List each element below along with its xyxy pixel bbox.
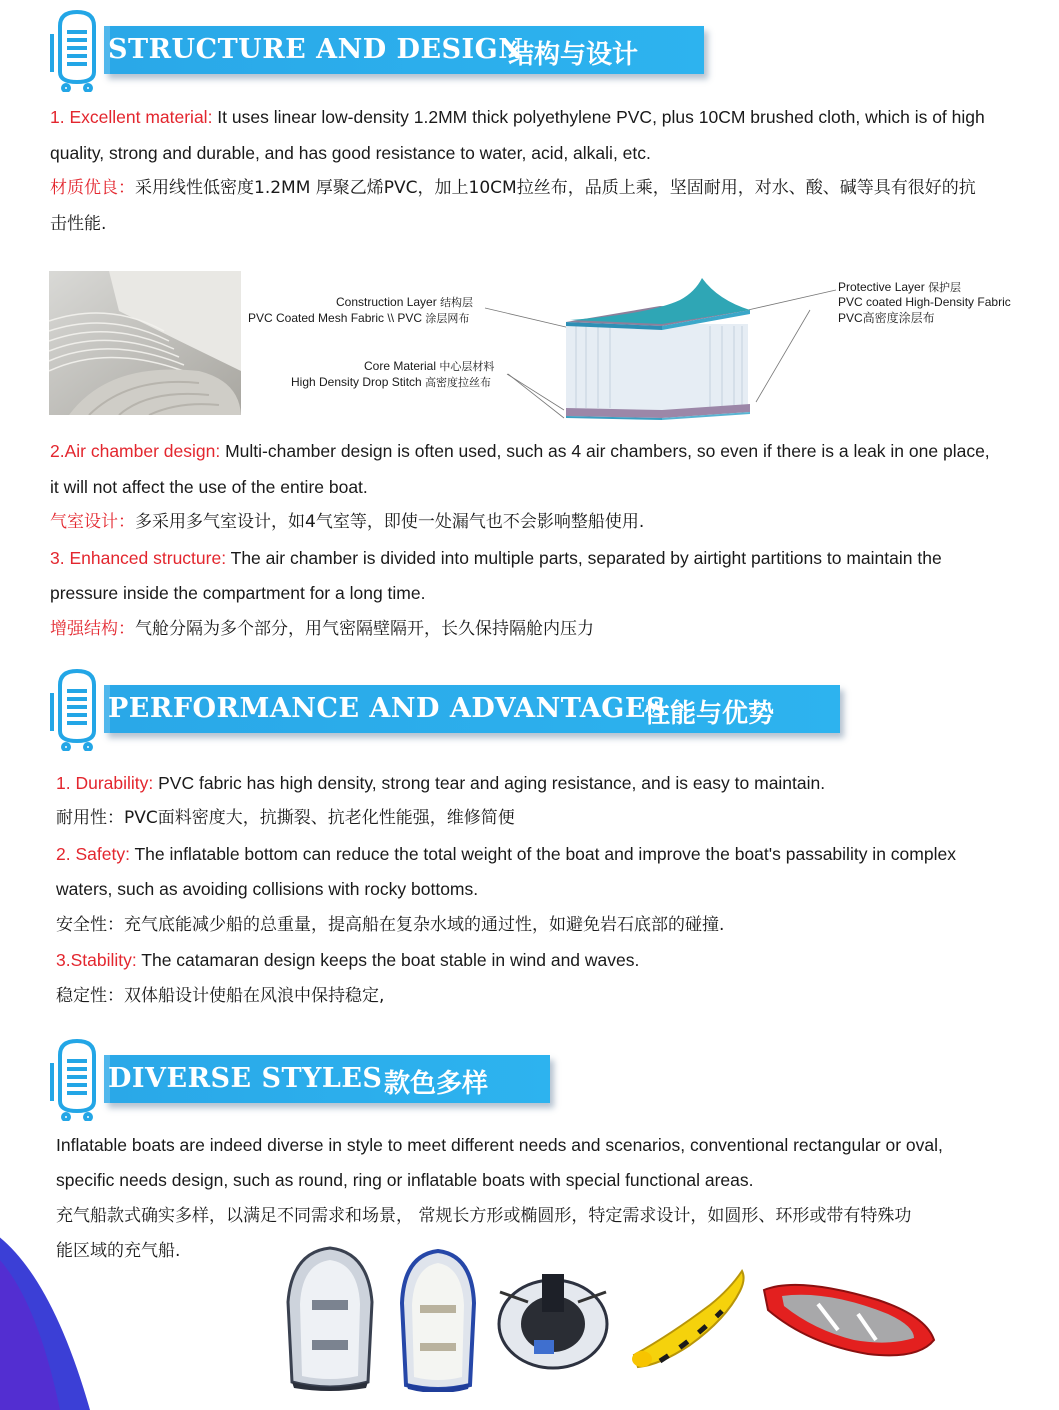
air-chamber-line-2: it will not affect the use of the entire boat.: [50, 477, 368, 497]
highlight-label: 材质优良：: [50, 178, 135, 198]
material-cn-line-1: 材质优良：采用线性低密度1.2MM 厚聚乙烯PVC，加上10CM拉丝布，品质上乘，坚固耐用，对水、酸、碱等具有很好的抗: [50, 178, 976, 198]
core-material-label: Core Material 中心层材料: [364, 359, 495, 373]
section-title: PERFORMANCE AND ADVANTAGES: [108, 693, 666, 724]
highlight-label: 3.Stability:: [56, 950, 137, 970]
air-chamber-line-1: 2.Air chamber design: Multi-chamber design is often used, such as 4 air chambers, so even if there is a leak in one place,: [50, 441, 990, 461]
section-title: DIVERSE STYLES: [108, 1063, 383, 1094]
protective-layer-label: Protective Layer 保护层: [838, 280, 962, 294]
boat-image-white-blue: [398, 1247, 478, 1392]
boat-image-grey-rib: [282, 1242, 378, 1392]
highlight-label: 2. Safety:: [56, 844, 130, 864]
enhanced-line-2: pressure inside the compartment for a long time.: [50, 583, 426, 603]
boat-icon: [46, 1033, 116, 1121]
safety-cn: 安全性：充气底能减少船的总重量，提高船在复杂水域的通过性，如避免岩石底部的碰撞.: [56, 915, 725, 935]
highlight-label: 3. Enhanced structure:: [50, 548, 227, 568]
highlight-label: 增强结构：: [50, 619, 135, 639]
boat-image-red-rib: [758, 1270, 938, 1362]
safety-line-2: waters, such as avoiding collisions with rocky bottoms.: [56, 879, 479, 899]
enhanced-line-1: 3. Enhanced structure: The air chamber is divided into multiple parts, separated by airtight partitions to maintain the: [50, 548, 942, 568]
enhanced-cn: 增强结构：气舱分隔为多个部分，用气密隔壁隔开，长久保持隔舱内压力: [50, 619, 594, 639]
highlight-label: 1. Durability:: [56, 773, 154, 793]
section-title-cn: 款色多样: [384, 1069, 489, 1099]
protective-layer-sub2: PVC高密度涂层布: [838, 311, 935, 325]
section-banner-styles: [46, 1055, 516, 1105]
construction-layer-label: Construction Layer 结构层: [336, 295, 474, 309]
core-material-sub: High Density Drop Stitch 高密度拉丝布: [291, 375, 492, 389]
fabric-photo: [49, 271, 241, 415]
air-chamber-cn: 气室设计：多采用多气室设计，如4气室等，即使一处漏气也不会影响整船使用.: [50, 512, 645, 532]
material-line-2: quality, strong and durable, and has good resistance to water, acid, alkali, etc.: [50, 143, 651, 163]
boat-icon: [46, 4, 116, 92]
boat-image-round-float: [494, 1262, 612, 1374]
safety-line-1: 2. Safety: The inflatable bottom can reduce the total weight of the boat and improve the boat's passability in complex: [56, 844, 956, 864]
construction-layer-sub: PVC Coated Mesh Fabric \\ PVC 涂层网布: [248, 311, 470, 325]
styles-cn-line-2: 能区域的充气船.: [56, 1241, 181, 1261]
stability-line: 3.Stability: The catamaran design keeps the boat stable in wind and waves.: [56, 950, 640, 970]
boat-icon: [46, 663, 116, 751]
section-banner-structure: [46, 26, 666, 76]
drop-stitch-diagram: [480, 270, 840, 430]
section-banner-performance: [46, 685, 806, 735]
highlight-label: 1. Excellent material:: [50, 107, 213, 127]
material-line-1: 1. Excellent material: It uses linear low-density 1.2MM thick polyethylene PVC, plus 10CM brushed cloth, which is of high: [50, 107, 985, 127]
durability-cn: 耐用性：PVC面料密度大，抗撕裂、抗老化性能强，维修简便: [56, 808, 515, 828]
material-cn-line-2: 击性能.: [50, 214, 107, 234]
stability-cn: 稳定性：双体船设计使船在风浪中保持稳定,: [56, 986, 385, 1006]
styles-line-2: specific needs design, such as round, ring or inflatable boats with special functional areas.: [56, 1170, 754, 1190]
section-title: STRUCTURE AND DESIGN: [108, 34, 524, 65]
protective-layer-sub: PVC coated High-Density Fabric: [838, 295, 1011, 309]
styles-cn-line-1: 充气船款式确实多样，以满足不同需求和场景， 常规长方形或椭圆形，特定需求设计，如圆形、环形或带有特殊功: [56, 1206, 912, 1226]
durability-line: 1. Durability: PVC fabric has high density, strong tear and aging resistance, and is easy to maintain.: [56, 773, 826, 793]
section-title-cn: 性能与优势: [644, 699, 775, 729]
boat-image-banana: [630, 1265, 748, 1371]
section-title-cn: 结构与设计: [508, 40, 639, 70]
highlight-label: 2.Air chamber design:: [50, 441, 221, 461]
highlight-label: 气室设计：: [50, 512, 135, 532]
styles-line-1: Inflatable boats are indeed diverse in style to meet different needs and scenarios, conventional rectangular or oval,: [56, 1135, 943, 1155]
